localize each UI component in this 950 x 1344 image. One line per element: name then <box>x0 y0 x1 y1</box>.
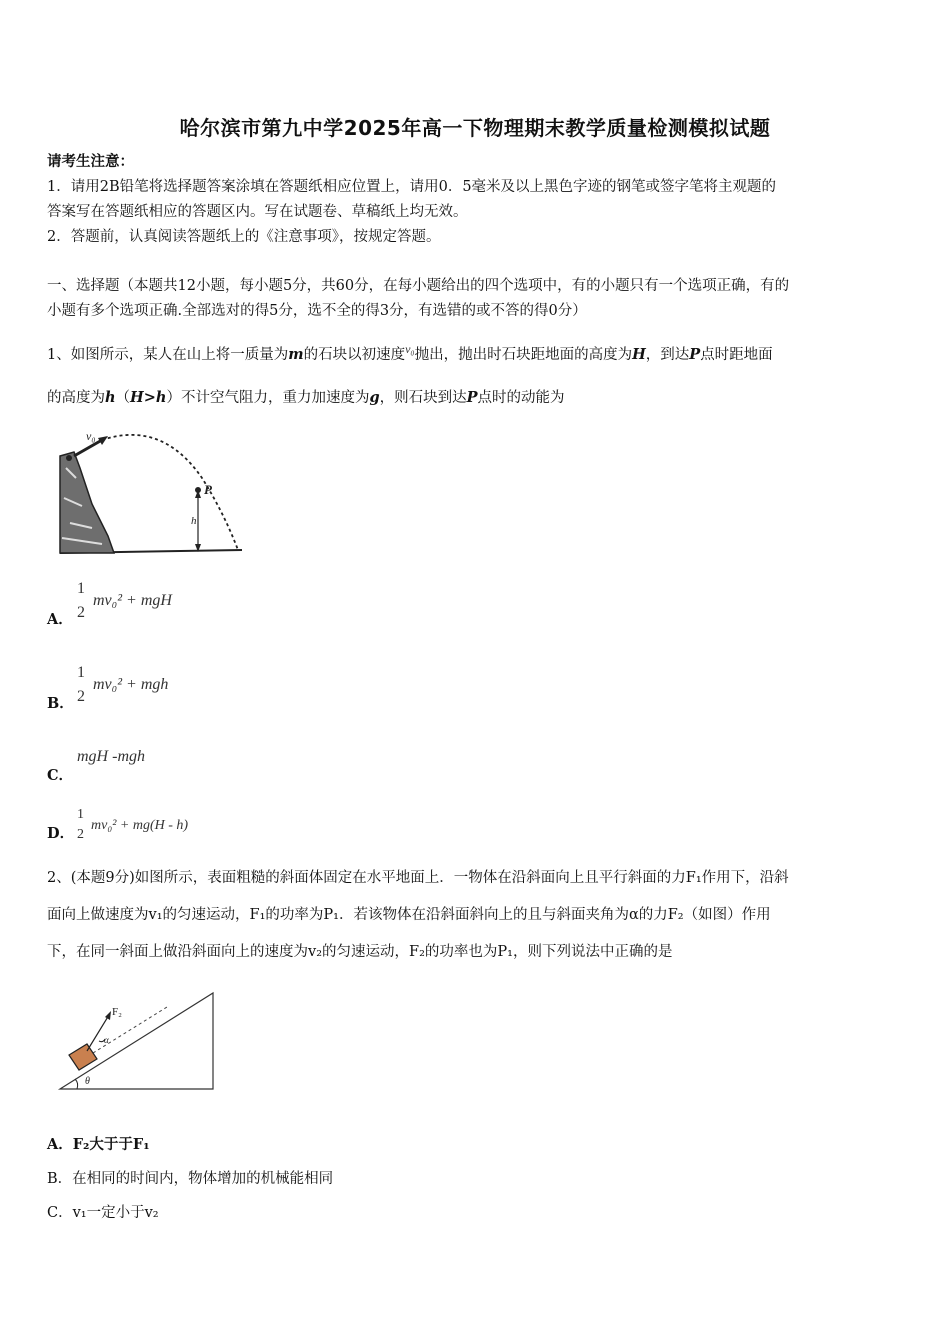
q2-line-1: 2、(本题9分)如图所示，表面粗糙的斜面体固定在水平地面上．一物体在沿斜面向上且平行斜面的力F₁作用下，沿斜 <box>47 870 789 886</box>
q2-option-a[interactable]: A．F₂大于于F₁ <box>47 1136 150 1153</box>
q2-incline-figure <box>55 985 220 1095</box>
page-title: 哈尔滨市第九中学2025年高一下物理期末教学质量检测模拟试题 <box>179 116 771 140</box>
q2-line-3: 下，在同一斜面上做沿斜面向上的速度为v₂的匀速运动，F₂的功率也为P₁，则下列说法中正确的是 <box>47 944 673 960</box>
notice-heading: 请考生注意： <box>47 153 134 170</box>
q2-option-b[interactable]: B．在相同的时间内，物体增加的机械能相同 <box>47 1171 334 1187</box>
notice-line-2: 2．答题前，认真阅读答题纸上的《注意事项》，按规定答题。 <box>47 229 441 245</box>
notice-line-1a: 1．请用2B铅笔将选择题答案涂填在答题纸相应位置上，请用0．5毫米及以上黑色字迹的钢笔或签字笔将主观题的 <box>47 179 777 195</box>
p-label: P <box>204 482 212 497</box>
notice-line-1b: 答案写在答题纸相应的答题区内。写在试题卷、草稿纸上均无效。 <box>47 204 468 220</box>
section-1-line-1: 一、选择题（本题共12小题，每小题5分，共60分，在每小题给出的四个选项中，有的小题只有一个选项正确，有的 <box>47 278 790 294</box>
q2-line-2: 面向上做速度为v₁的匀速运动，F₁的功率为P₁．若该物体在沿斜面斜向上的且与斜面夹角为α的力F₂（如图）作用 <box>47 907 771 923</box>
q1-line-1: 1、如图所示，某人在山上将一质量为m的石块以初速度$^{v_0}$抛出，抛出时石块距地面的高度为H，到达P点时距地面 <box>47 342 773 363</box>
q1-cliff-figure <box>52 428 247 560</box>
v0-label: v₀ <box>86 429 96 443</box>
h-label: h <box>191 515 197 527</box>
section-1-line-2: 小题有多个选项正确.全部选对的得5分，选不全的得3分，有选错的或不答的得0分） <box>47 303 587 319</box>
q2-option-c[interactable]: C．v₁一定小于v₂ <box>47 1205 159 1221</box>
f2-label: F₂ <box>112 1006 122 1018</box>
alpha-label: α <box>104 1035 109 1045</box>
theta-label: θ <box>85 1076 90 1087</box>
q1-line-2: 的高度为h（H>h）不计空气阻力，重力加速度为g，则石块到达P点时的动能为 <box>47 389 565 406</box>
